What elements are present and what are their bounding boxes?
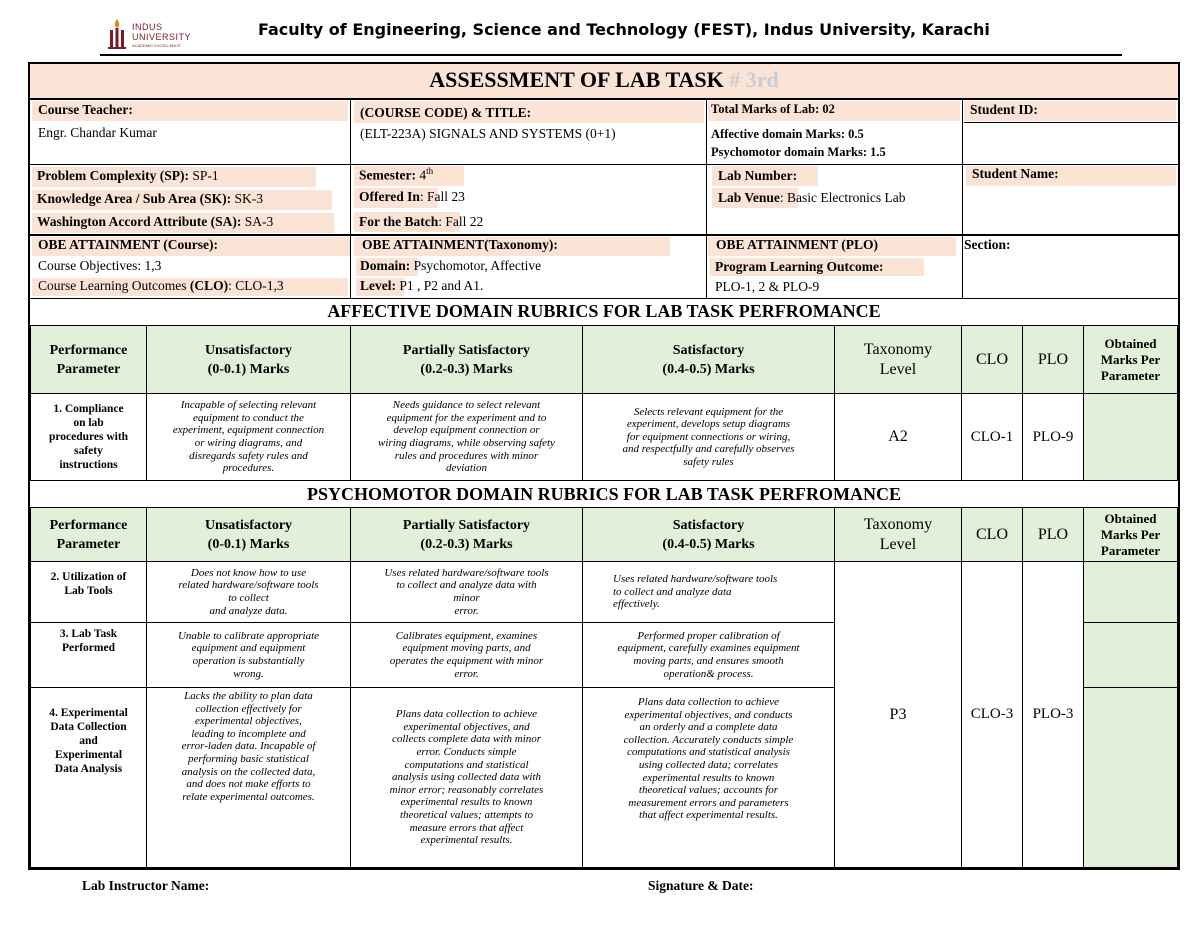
affective-plo: PLO-9 [1022,393,1084,481]
header-text: Performance [49,342,128,358]
knowledge-area [37,191,263,207]
desc-line: relate experimental outcomes. [182,790,315,803]
desc-line: or wiring diagrams, and [194,437,303,449]
batch-value: : Fall 22 [438,214,484,229]
psychomotor-partial-desc [350,561,583,623]
param-text: Lab Tools [64,585,113,597]
desc-line: procedures. [222,462,275,475]
level-value: P1 , P2 and A1. [396,278,484,293]
desc-line: experimental results to known [642,771,775,784]
param-compliance [30,393,147,481]
psychomotor-unsat-desc [146,622,351,688]
header-text: (0-0.1) Marks [207,536,290,552]
psychomotor-taxonomy: P3 [834,561,962,868]
param-text: 3. Lab Task [59,628,118,640]
desc-line: deviation [446,462,487,475]
psychomotor-plo: PLO-3 [1022,561,1084,868]
param-text: 2. Utilization of [50,571,127,583]
desc-line: Selects relevant equipment for the [633,405,784,418]
divider [350,100,351,298]
desc-line: collection effectively for [195,702,302,715]
washington-label: Washington Accord Attribute (SA): [37,214,242,229]
desc-line: to collect and analyze data with [396,579,537,592]
offered-in [359,189,465,205]
header-obtained-marks [1083,507,1178,562]
desc-line: experiment, develops setup diagrams [626,418,791,431]
param-experimental-data [30,687,147,868]
desc-line: wrong. [233,667,264,680]
header-text: Parameter [56,361,121,377]
total-marks: Total Marks of Lab: 02 [711,102,835,116]
desc-line: computations and statistical analysis [627,746,790,759]
washington-value: SA-3 [241,214,274,229]
clo-bold: (CLO) [189,278,229,293]
desc-line: measure errors that affect [409,821,524,834]
param-text: procedures with [48,431,129,443]
header-text: (0.4-0.5) Marks [662,536,755,552]
header-text: (0.2-0.3) Marks [420,361,513,377]
plo-value: PLO-1, 2 & PLO-9 [715,279,820,294]
desc-line: that affect experimental results. [639,809,778,822]
header-text: Satisfactory [672,517,745,533]
header-text: Level [879,535,917,553]
desc-line: equipment for the experiment and to [386,411,547,424]
desc-line: and respectfully and carefully observes [622,443,795,456]
header-text: (0-0.1) Marks [207,361,290,377]
header-taxonomy-level [834,507,962,562]
faculty-title: Faculty of Engineering, Science and Technology (FEST), Indus University, Karachi [258,20,990,39]
psychomotor-unsat-desc [146,561,351,623]
desc-line: Performed proper calibration of [637,629,780,642]
desc-line: wiring diagrams, while observing safety [378,437,555,449]
desc-line: leading to incomplete and [191,727,306,740]
affective-sat-desc [582,393,835,481]
obe-plo-label: OBE ATTAINMENT (PLO) [716,237,879,252]
desc-line: operation& process. [663,667,754,680]
for-the-batch [359,214,483,230]
desc-line: and analyze data. [209,604,288,617]
affective-unsat-desc [146,393,351,481]
header-unsatisfactory [146,507,351,562]
lab-venue-value: : Basic Electronics Lab [779,190,906,205]
header-text: Taxonomy [863,515,933,533]
desc-line: experimental results. [420,834,513,847]
header-text: Performance [49,517,128,533]
psychomotor-title: PSYCHOMOTOR DOMAIN RUBRICS FOR LAB TASK PERFROMANCE [306,484,902,504]
desc-line: collection. Accurately conducts simple [623,733,794,746]
knowledge-label: Knowledge Area / Sub Area (SK): [37,191,232,206]
header-partially-satisfactory [350,507,583,562]
student-name-field[interactable] [964,188,1176,233]
course-code-value: (ELT-223A) SIGNALS AND SYSTEMS (0+1) [360,126,616,141]
psychomotor-marks: Psychomotor domain Marks: 1.5 [711,145,886,159]
divider [30,234,1178,236]
lab-venue-label: Lab Venue [718,190,780,205]
header-performance-parameter [30,325,147,394]
domain [360,258,541,274]
complexity-label: Problem Complexity (SP): [37,168,189,183]
clo-prefix: Course Learning Outcomes [38,278,190,293]
logo-text-indus: INDUS [132,22,163,32]
param-text: 1. Compliance [53,403,124,415]
desc-line: rules and procedures with minor [394,449,539,462]
param-text: and [79,735,98,747]
psychomotor-partial-desc [350,687,583,868]
level-label: Level: [360,278,396,293]
student-id-field[interactable] [964,122,1176,163]
desc-line: Uses related hardware/software tools [613,573,778,586]
lab-number-label: Lab Number: [718,168,798,183]
domain-label: Domain: [360,258,411,273]
header-text: (0.4-0.5) Marks [662,361,755,377]
course-teacher-label: Course Teacher: [38,102,133,117]
logo-text-university: UNIVERSITY [132,32,192,42]
desc-line: error. Conducts simple [416,746,517,759]
affective-partial-desc [350,393,583,481]
psychomotor-partial-desc [350,622,583,688]
desc-line: disregards safety rules and [189,449,308,462]
divider [30,164,1178,165]
param-text: Performed [61,642,115,654]
desc-line: error-laden data. Incapable of [181,740,316,753]
desc-line: performing basic statistical [187,752,309,765]
header-satisfactory [582,507,835,562]
obe-taxonomy-label: OBE ATTAINMENT(Taxonomy): [362,237,558,252]
desc-line: theoretical values; accounts for [638,784,779,797]
param-text: Data Analysis [54,763,123,775]
desc-line: Does not know how to use [190,566,307,579]
header-text: Satisfactory [672,342,745,358]
desc-line: experimental objectives, and [403,720,530,733]
page-header [100,14,1122,56]
desc-line: for equipment connections or wiring, [626,430,791,443]
lab-instructor-name-label: Lab Instructor Name: [82,878,210,893]
offered-value: : Fall 23 [419,189,465,204]
header-text: Unsatisfactory [204,517,293,533]
header-text: Parameter [1100,367,1161,383]
affective-taxonomy: A2 [834,393,962,481]
header-text: Parameter [56,536,121,552]
lab-task-number: # 3rd [729,67,779,92]
desc-line: error. [454,604,479,617]
param-text: safety [74,445,103,457]
desc-line: experiment, equipment connection [172,424,325,437]
obe-course-label: OBE ATTAINMENT (Course): [38,237,219,252]
desc-line: develop equipment connection or [393,424,540,437]
logo-tagline: ACADEMIC EXCELLENCE [132,43,181,48]
university-logo [106,16,216,52]
problem-complexity [37,168,219,184]
header-text: Obtained [1104,335,1157,351]
param-text: Experimental [54,749,123,761]
desc-line: minor error; reasonably correlates [389,783,544,796]
student-name-label: Student Name: [972,166,1059,181]
semester-label: Semester: [359,167,416,183]
desc-line: minor [453,592,480,604]
desc-line: effectively. [613,598,660,611]
header-text: Marks Per [1100,351,1161,367]
course-objectives: Course Objectives: 1,3 [38,258,162,273]
washington-accord [37,214,273,230]
header-text: Parameter [1100,542,1161,558]
desc-line: Plans data collection to achieve [395,708,538,721]
desc-line: experimental objectives, and conducts [624,708,793,721]
psychomotor-sat-desc [582,622,835,688]
header-satisfactory [582,325,835,394]
level [360,278,483,294]
assessment-title-text: ASSESSMENT OF LAB TASK [429,67,724,92]
header-partially-satisfactory [350,325,583,394]
header-obtained-marks [1083,325,1178,394]
desc-line: moving parts, and ensures smooth [633,655,784,667]
obtained-marks-lab-tools[interactable] [1083,561,1178,623]
header-performance-parameter [30,507,147,562]
header-text: Unsatisfactory [204,342,293,358]
param-text: instructions [59,459,118,471]
desc-line: collects complete data with minor [391,733,542,746]
desc-line: Lacks the ability to plan data [184,690,313,702]
affective-marks: Affective domain Marks: 0.5 [711,127,864,141]
semester [359,166,433,184]
section-field[interactable] [964,256,1176,296]
logo-emblem-icon [106,18,128,50]
param-text: Data Collection [50,721,127,733]
desc-line: safety rules [683,455,734,468]
desc-line: analysis using collected data with [391,771,542,784]
desc-line: experimental objectives, [195,715,302,728]
desc-line: equipment and equipment [191,642,306,655]
divider [962,100,963,298]
psychomotor-sat-desc [582,561,835,623]
domain-value: Psychomotor, Affective [410,258,542,273]
header-text: Obtained [1104,510,1157,526]
desc-line: using collected data; correlates [638,758,779,771]
desc-line: to collect and analyze data [613,585,732,598]
course-code-label: (COURSE CODE) & TITLE: [360,105,532,120]
semester-sup: th [426,166,434,176]
desc-line: Unable to calibrate appropriate [177,629,320,642]
obtained-marks-lab-task[interactable] [1083,622,1178,688]
desc-line: equipment, carefully examines equipment [617,642,800,655]
plo-outcome-label: Program Learning Outcome: [715,259,884,274]
complexity-value: SP-1 [188,168,219,183]
desc-line: computations and statistical [404,758,529,771]
desc-line: theoretical values; attempts to [399,808,534,821]
desc-line: operation is substantially [192,655,305,667]
desc-line: Uses related hardware/software tools [384,566,549,579]
header-text: Taxonomy [863,340,933,358]
affective-title: AFFECTIVE DOMAIN RUBRICS FOR LAB TASK PERFROMANCE [327,301,881,321]
desc-line: and does not make efforts to [186,778,311,791]
affective-clo: CLO-1 [961,393,1023,481]
desc-line: equipment moving parts, and [402,642,531,655]
psychomotor-clo: CLO-3 [961,561,1023,868]
header-unsatisfactory [146,325,351,394]
psychomotor-unsat-desc [146,687,351,868]
desc-line: Needs guidance to select relevant [392,399,541,412]
header-text: (0.2-0.3) Marks [420,536,513,552]
header-plo: PLO [1022,325,1084,394]
psychomotor-sat-desc [582,687,835,868]
divider [706,100,707,298]
header-text: Level [879,360,917,378]
signature-date-label: Signature & Date: [648,878,754,893]
affective-obtained-marks[interactable] [1083,393,1178,481]
desc-line: analysis on the collected data, [181,765,316,778]
header-text: Marks Per [1100,526,1161,542]
header-text: Partially Satisfactory [402,342,531,358]
section-label: Section: [964,237,1011,252]
header-text: Partially Satisfactory [402,517,531,533]
desc-line: Incapable of selecting relevant [180,399,317,412]
student-id-label: Student ID: [970,102,1038,117]
desc-line: equipment to conduct the [193,411,304,424]
desc-line: Calibrates equipment, examines [395,629,538,642]
header-plo: PLO [1022,507,1084,562]
course-teacher-value: Engr. Chandar Kumar [38,125,157,140]
desc-line: to collect [228,592,269,604]
desc-line: experimental results to known [400,796,533,809]
desc-line: measurement errors and parameters [628,796,789,809]
desc-line: Plans data collection to achieve [637,696,780,708]
assessment-title [30,64,1178,98]
desc-line: error. [454,667,479,680]
semester-value: 4 [419,167,427,183]
param-utilization-of-lab-tools [30,561,147,623]
batch-label: For the Batch [359,214,439,229]
param-lab-task-performed [30,622,147,688]
header-taxonomy-level [834,325,962,394]
desc-line: related hardware/software tools [178,579,319,592]
offered-label: Offered In [359,189,420,204]
header-clo: CLO [961,325,1023,394]
knowledge-value: SK-3 [231,191,264,206]
param-text: 4. Experimental [49,707,128,719]
param-text: on lab [73,417,104,429]
course-learning-outcomes [38,278,284,294]
divider [30,98,1178,100]
clo-value: : CLO-1,3 [228,278,284,293]
obtained-marks-experimental[interactable] [1083,687,1178,868]
lab-venue [718,190,906,206]
header-clo: CLO [961,507,1023,562]
desc-line: an orderly and a complete data [639,721,778,734]
desc-line: operates the equipment with minor [389,655,544,667]
